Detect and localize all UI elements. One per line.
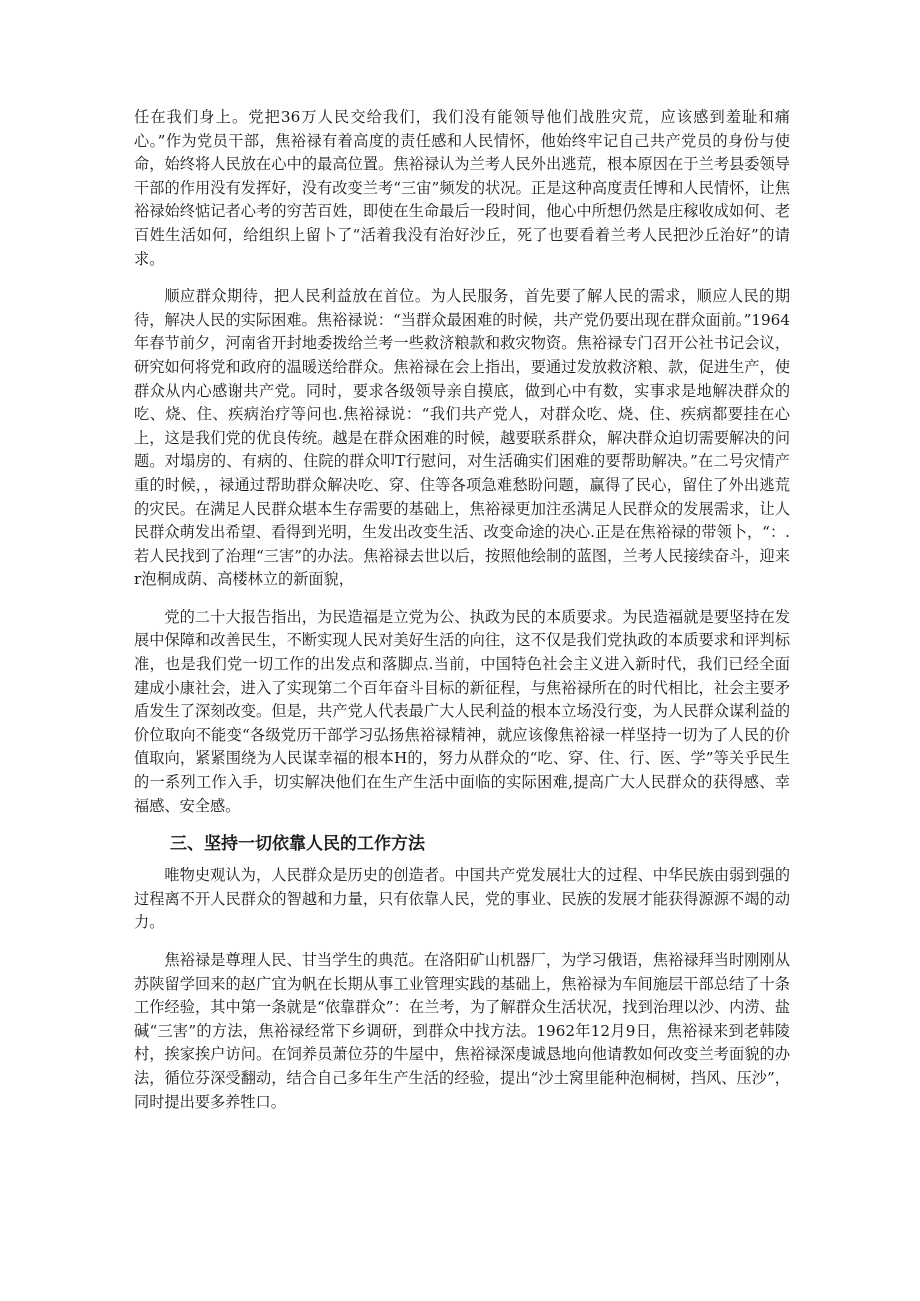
paragraph: 唯物史观认为，人民群众是历史的创造者。中国共产党发展壮大的过程、中华民族由弱到强的过程离不开人民群众的智越和力量，只有依靠人民，党的事业、民族的发展才能获得源源不竭的动力。 [134, 866, 790, 932]
paragraph: 党的二十大报告指出，为民造福是立党为公、执政为民的本质要求。为民造福就是要坚持在发展中保障和改善民生，不断实现人民对美好生活的向往，这不仅是我们党执政的本质要求和评判标准，也是我们党一切工作的出发点和落脚点.当前，中国特色社会主义进入新时代，我们已经全面建成小康社会，进入了实现第二个百年奋斗目标的新征程，与焦裕禄所在的时代相比，社会主要矛盾发生了深刻改变。但是，共产党人代表最广大人民利益的根本立场没行变，为人民群众谋利益的价位取向不能变“各级党历干部学习弘扬焦裕禄精神，就应该像焦裕禄一样坚持一切为了人民的价值取向，紧紧围绕为人民谋幸福的根本H的，努力从群众的“吃、穿、住、行、医、学”等关乎民生的一系列工作入手，切实解决他们在生产生活中面临的实际困难,提高广大人民群众的获得感、幸福感、安全感。 [134, 607, 790, 815]
document-page [134, 106, 790, 1128]
paragraph: 顺应群众期待，把人民利益放在首位。为人民服务，首先要了解人民的需求，顺应人民的期待，解决人民的实际困难。焦裕禄说：“当群众最困难的时候，共产党仍要出现在群众面前。”1964年春节前夕，河南省开封地委拨给兰考一些救济粮款和救灾物资。焦裕禄专门召开公社书记会议，研究如何将党和政府的温暖送给群众。焦裕禄在会上指出，要通过发放救济粮、款，促进生产，使群众从内心感谢共产党。同时，要求各级领导亲自摸底，做到心中有数，实事求是地解决群众的吃、烧、住、疾病治疗等问也.焦裕禄说：“我们共产党人，对群众吃、烧、住、疾病都要挂在心上，这是我们党的优良传统。越是在群众困难的时候，越要联系群众，解决群众迫切需要解决的问题。对塌房的、有病的、住院的群众叩T行慰问，对生活确实们困难的要帮助解决。”在二号灾情产重的时候，，禄通过帮助群众解决吃、穿、住等各项急难愁盼问题，赢得了民心，留住了外出逃荒的灾民。在满足人民群众堪本生存需要的基础上，焦裕禄更加注丞满足人民群众的发展需求，让人民群众萌发出希望、看得到光明，生发出改变生活、改变命途的决心.正是在焦裕禄的带领卜，“：.若人民找到了治理“三害”的办法。焦裕禄去世以后，按照他绘制的蓝图，兰考人民接续奋斗，迎来r泡桐成荫、高楼林立的新面貌， [134, 287, 790, 589]
paragraph-continued: 任在我们身上。党把36万人民交给我们，我们没有能领导他们战胜灾荒，应该感到羞耻和痛心。”作为党员干部，焦裕禄有着高度的责任感和人民情怀，他始终牢记自己共产党员的身份与使命，始终将人民放在心中的最高位置。焦裕禄认为兰考人民外出逃荒，根本原因在于兰考县委领导干部的作用没有发挥好，没有改变兰考“三宙”频发的状况。正是这种高度责任博和人民情怀，让焦裕禄始终惦记者心考的穷苦百姓，即使在生命最后一段时间，他心中所想仍然是庄稼收成如何、老百姓生活如何，给组织上留卜了“活着我没有治好沙丘，死了也要看着兰考人民把沙丘治好”的请求。 [134, 108, 790, 268]
section-heading: 三、坚持一切依靠人民的工作方法 [170, 834, 425, 855]
paragraph: 焦裕禄是尊理人民、甘当学生的典范。在洛阳矿山机器厂，为学习俄语，焦裕禄拜当时刚刚从苏陕留学回来的赵广宜为帆在长期从事工业管理实践的基础上，焦裕禄为车间施层干部总结了十条工作经验，其中第一条就是“依靠群众”：在兰考，为了解群众生活状况，找到治理以沙、内涝、盐碱“三害”的方法，焦裕禄经常下乡调研，到群众中找方法。1962年12月9日，焦裕禄来到老韩陵村，挨家挨户访问。在饲养员萧位芬的牛屋中，焦裕禄深虔诚恳地向他请教如何改变兰考面貌的办法，循位芬深受翻动，结合自己多年生产生活的经验，提出“沙土窝里能种泡桐树，挡风、压沙”，同时提出要多养牲口。 [134, 951, 790, 1111]
